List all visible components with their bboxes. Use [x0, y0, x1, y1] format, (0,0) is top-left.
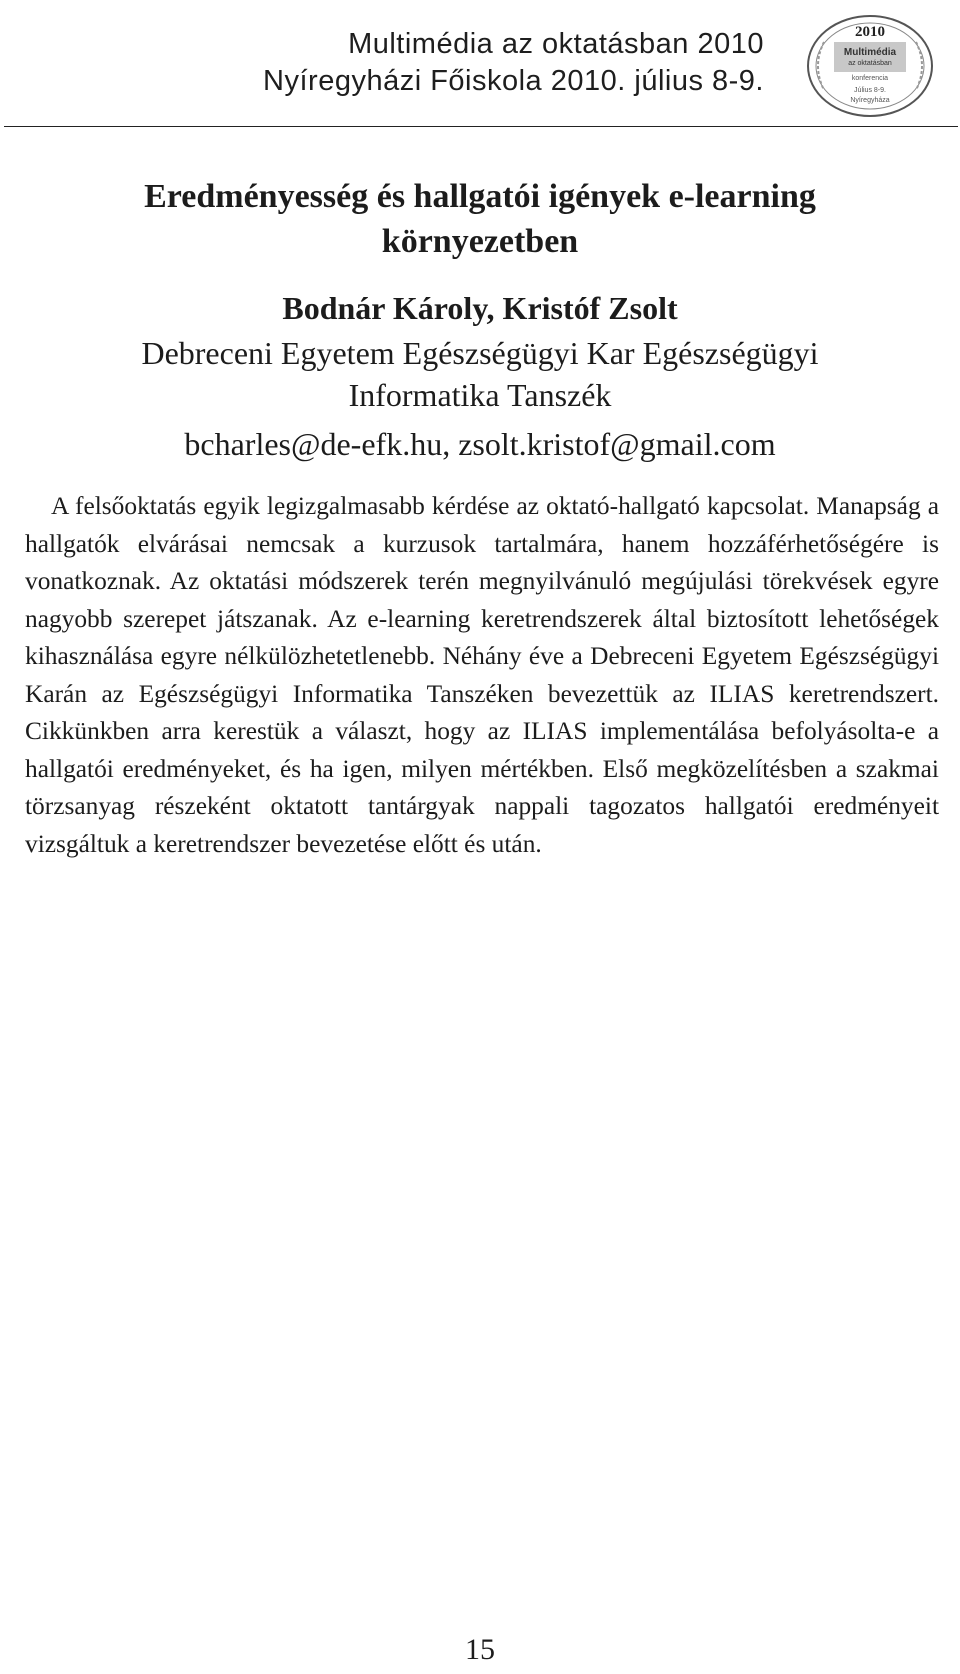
logo-text-5: Nyíregyháza: [850, 97, 890, 104]
logo-year: 2010: [855, 24, 885, 40]
logo-text-3: konferencia: [851, 75, 889, 82]
logo-text-2: az oktatásban: [848, 60, 892, 67]
affiliation-line-2: Informatika Tanszék: [348, 377, 612, 413]
paper-affiliation: [40, 332, 920, 416]
paper-title-line-1: Eredményesség és hallgatói igények e-learning: [144, 178, 816, 215]
author-emails: bcharles@de-efk.hu, zsolt.kristof@gmail.com: [184, 426, 776, 462]
paper-authors: Bodnár Károly, Kristóf Zsolt: [282, 290, 678, 326]
abstract-paragraph: A felsőoktatás egyik legizgalmasabb kérdése az oktató-hallgató kapcsolat. Manapság a hallgatók elvárásai nemcsak a kurzusok tartalmára, hanem hozzáférhetőségére is vonatkoznak. Az oktatási módszerek terén megnyilvánuló megújulási törekvések egyre nagyobb szerepet játszanak. Az e-learning keretrendszerek által biztosított lehetőségek kihasználása egyre nélkülözhetetlenebb. Néhány éve a Debreceni Egyetem Egészségügyi Karán az Egészségügyi Informatika Tanszéken bevezettük az ILIAS keretrendszert. Cikkünkben arra kerestük a választ, hogy az ILIAS implementálása befolyásolta-e a hallgatói eredményeket, és ha igen, milyen mértékben. Első megközelítésben a szakmai törzsanyag részeként oktatott tantárgyak nappali tagozatos hallgatói eredményeit vizsgáltuk a keretrendszer bevezetése előtt és után.: [25, 492, 939, 858]
paper-title-line-2: környezetben: [381, 223, 579, 260]
page-header: [0, 0, 960, 128]
conference-header-text: [263, 26, 764, 100]
conference-seal-logo-icon: [804, 12, 936, 120]
page-number: 15: [465, 1633, 495, 1666]
logo-text-4: Július 8-9.: [854, 87, 886, 94]
affiliation-line-1: Debreceni Egyetem Egészségügyi Kar Egészségügyi: [141, 335, 819, 371]
header-divider: [4, 126, 958, 127]
conference-venue-date: Nyíregyházi Főiskola 2010. július 8-9.: [263, 65, 764, 97]
paper-title: [40, 174, 920, 264]
logo-text-1: Multimédia: [843, 47, 897, 58]
conference-name: Multimédia az oktatásban 2010: [348, 28, 764, 60]
